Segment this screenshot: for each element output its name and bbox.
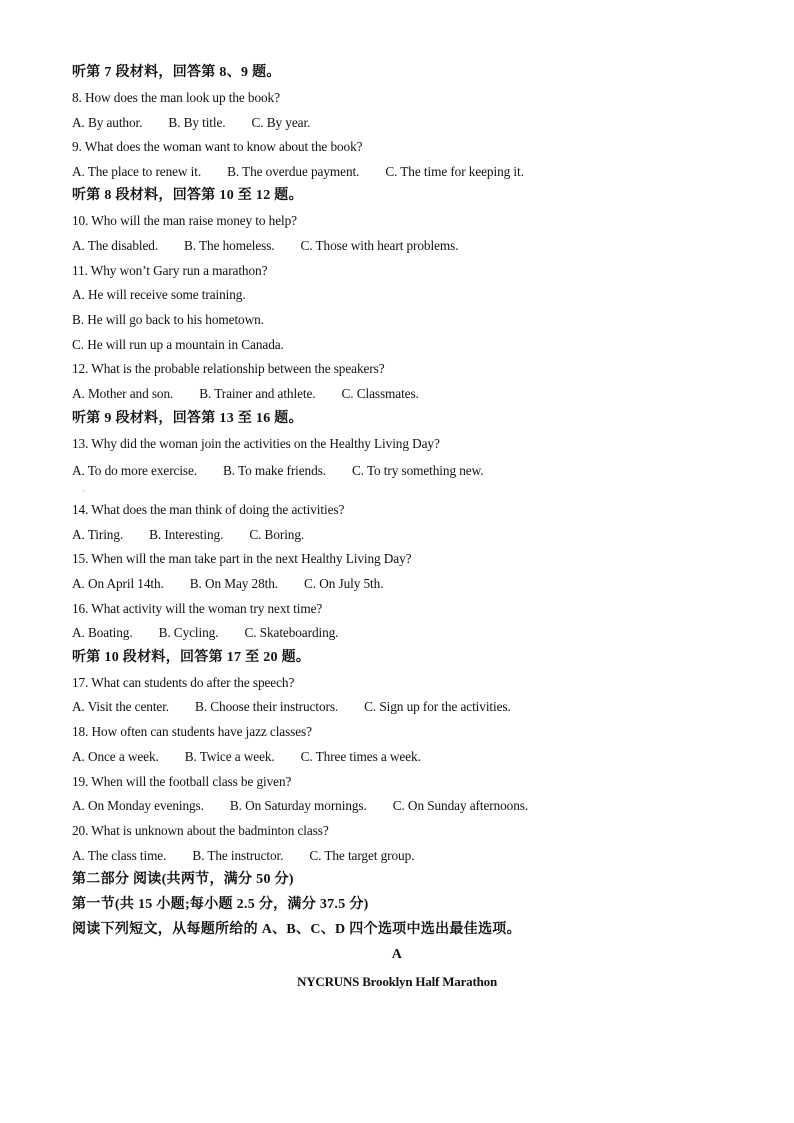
part-heading: 第二部分 阅读(共两节，满分 50 分) — [72, 872, 294, 887]
passage-label: A — [391, 947, 403, 962]
option-c: C. On July 5th. — [304, 576, 384, 591]
option-a: A. Visit the center. — [72, 699, 170, 714]
question: 13. Why did the woman join the activities on the Healthy Living Day? — [72, 436, 440, 451]
question: 12. What is the probable relationship between the speakers? — [72, 361, 385, 376]
question: 9. What does the woman want to know about the book? — [72, 139, 363, 154]
options-row — [72, 847, 414, 865]
options-row — [72, 624, 338, 642]
option-b: B. Choose their instructors. — [195, 699, 339, 714]
passage-title: NYCRUNS Brooklyn Half Marathon — [297, 974, 497, 989]
option-b: B. Trainer and athlete. — [199, 386, 316, 401]
options-row — [72, 748, 421, 766]
options-row — [72, 237, 458, 255]
option-a: A. Tiring. — [72, 527, 124, 542]
section-heading: 听第 9 段材料，回答第 13 至 16 题。 — [72, 411, 303, 426]
option-b: B. Interesting. — [149, 527, 224, 542]
option-a: A. Once a week. — [72, 749, 159, 764]
option-c: C. Three times a week. — [300, 749, 421, 764]
question: 8. How does the man look up the book? — [72, 90, 280, 105]
option-a: A. The class time. — [72, 848, 167, 863]
option-b: B. To make friends. — [223, 463, 326, 478]
option-a: A. On Monday evenings. — [72, 798, 204, 813]
option-a: A. The place to renew it. — [72, 164, 202, 179]
options-row — [72, 163, 524, 181]
question: 14. What does the man think of doing the activities? — [72, 502, 345, 517]
option-b: B. Cycling. — [158, 625, 219, 640]
question: 20. What is unknown about the badminton class? — [72, 823, 329, 838]
option-a: A. He will receive some training. — [72, 287, 246, 302]
option-a: A. By author. — [72, 115, 143, 130]
option-c: C. Those with heart problems. — [300, 238, 459, 253]
options-row — [72, 462, 483, 480]
option-b: B. On May 28th. — [189, 576, 279, 591]
option-c: C. The time for keeping it. — [385, 164, 524, 179]
option-c: C. Sign up for the activities. — [364, 699, 511, 714]
instructions: 阅读下列短文，从每题所给的 A、B、C、D 四个选项中选出最佳选项。 — [72, 922, 521, 937]
options-row — [72, 526, 304, 544]
option-a: A. The disabled. — [72, 238, 159, 253]
option-b: B. On Saturday mornings. — [229, 798, 367, 813]
option-b: B. By title. — [168, 115, 226, 130]
option-c: C. By year. — [251, 115, 311, 130]
options-row — [72, 575, 383, 593]
option-c: C. To try something new. — [351, 463, 484, 478]
question: 18. How often can students have jazz classes? — [72, 724, 312, 739]
option-c: C. Skateboarding. — [244, 625, 339, 640]
option-a: A. On April 14th. — [72, 576, 164, 591]
option-c: C. Classmates. — [341, 386, 419, 401]
options-row — [72, 698, 511, 716]
subsection-heading: 第一节(共 15 小题;每小题 2.5 分，满分 37.5 分) — [72, 897, 369, 912]
option-a: A. Boating. — [72, 625, 133, 640]
options-row — [72, 797, 528, 815]
question: 17. What can students do after the speech? — [72, 675, 295, 690]
option-b: B. The overdue payment. — [227, 164, 360, 179]
option-b: B. The instructor. — [192, 848, 284, 863]
question: 19. When will the football class be given? — [72, 774, 292, 789]
question: 15. When will the man take part in the next Healthy Living Day? — [72, 551, 412, 566]
question: 10. Who will the man raise money to help? — [72, 213, 297, 228]
section-heading: 听第 8 段材料，回答第 10 至 12 题。 — [72, 188, 303, 203]
options-row — [72, 114, 310, 132]
option-c: C. On Sunday afternoons. — [392, 798, 529, 813]
question: 16. What activity will the woman try next time? — [72, 601, 323, 616]
options-row — [72, 385, 419, 403]
option-b: B. He will go back to his hometown. — [72, 312, 264, 327]
option-c: C. He will run up a mountain in Canada. — [72, 337, 284, 352]
question: 11. Why won’t Gary run a marathon? — [72, 263, 268, 278]
section-heading: 听第 7 段材料，回答第 8、9 题。 — [72, 65, 281, 80]
option-c: C. Boring. — [249, 527, 305, 542]
option-c: C. The target group. — [309, 848, 415, 863]
stray-mark: · — [82, 487, 85, 496]
option-b: B. Twice a week. — [184, 749, 275, 764]
option-b: B. The homeless. — [184, 238, 275, 253]
section-heading: 听第 10 段材料，回答第 17 至 20 题。 — [72, 650, 311, 665]
option-a: A. To do more exercise. — [72, 463, 198, 478]
option-a: A. Mother and son. — [72, 386, 174, 401]
